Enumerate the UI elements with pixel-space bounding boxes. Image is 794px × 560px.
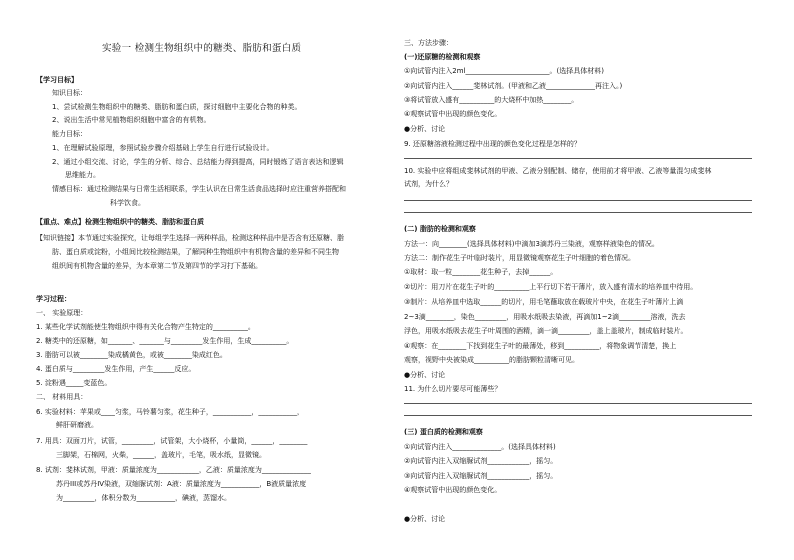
sugar-step-4: ④观察试管中出现的颜色变化。 — [404, 110, 502, 118]
question-9: 9. 还原糖溶液检测过程中出现的颜色变化过程是怎样的？ — [404, 140, 581, 148]
ability-goal-2: 2、通过小组交流、讨论，学生的分析、综合、总结能力得到提高，同时锻炼了语言表达和逻辑 — [52, 158, 344, 166]
discussion-label-3: ●分析、讨论 — [404, 515, 446, 523]
subsection-fat: (二) 脂肪的检测和观察 — [404, 225, 476, 233]
page-title: 实验一 检测生物组织中的糖类、脂肪和蛋白质 — [102, 43, 302, 54]
knowledge-goal-1: 1、尝试检测生物组织中的糖类、脂肪和蛋白质，探讨细胞中主要化合物的种类。 — [52, 103, 302, 111]
emotion-goal-cont: 科学饮食。 — [110, 199, 145, 207]
process-heading: 学习过程： — [36, 295, 71, 303]
materials-8: 8. 试剂：斐林试剂，甲液：质量浓度为____________，乙液：质量浓度为______________ — [36, 466, 311, 474]
fat-method-1: 方法一：向________(选择具体材料)中滴加3滴苏丹三染液，观察样液染色的情况。 — [404, 240, 659, 248]
right-column — [400, 0, 794, 560]
section-methods: 三、方法步骤： — [404, 39, 453, 47]
subsection-protein: (三) 蛋白质的检测和观察 — [404, 428, 483, 436]
ability-goals-label: 能力目标： — [52, 130, 87, 138]
knowledge-link-3: 组织间有机物含量的差异，为本章第二节及第四节的学习打下基础。 — [52, 262, 262, 270]
fat-step-4: ④观察：在________下找到花生子叶的最薄处，移到__________，将物象调节清楚，换上 — [404, 342, 677, 350]
discussion-label-2: ●分析、讨论 — [404, 371, 446, 379]
fat-method-2: 方法二：制作花生子叶临时装片，用显微镜观察花生子叶细胞的着色情况。 — [404, 254, 635, 262]
fat-step-3-cont-2: 浮色，用吸水纸吸去花生子叶周围的酒精，滴一滴_________，盖上盖玻片，制成临时装片。 — [404, 327, 688, 335]
sugar-step-3: ③将试管放入盛有__________的大烧杯中加热________。 — [404, 96, 579, 104]
ability-goal-2-cont: 思维能力。 — [65, 171, 100, 179]
protein-step-3: ③向试管内注入双缩脲试剂____________，摇匀。 — [404, 472, 558, 480]
materials-6-cont: 鲜肝研磨液。 — [56, 421, 98, 429]
knowledge-link-1: 【知识链接】本节通过实验探究，让每组学生选择一两种样品，检测这种样品中是否含有还原糖、脂 — [36, 234, 344, 242]
protein-step-2: ②向试管内注入双缩脲试剂____________，摇匀。 — [404, 457, 558, 465]
fat-step-1: ①取材：取一粒________花生种子，去掉______。 — [404, 268, 558, 276]
fat-step-4-cont: 观察，视野中央被染成__________的脂肪颗粒清晰可见。 — [404, 356, 579, 364]
fat-step-3: ③制片：从培养皿中选取______的切片，用毛笔蘸取放在载玻片中央，在花生子叶薄片上滴 — [404, 298, 684, 306]
materials-7: 7. 用具：双面刀片，试管，_________，试管架，大小烧杯，小量筒，______，________ — [36, 437, 308, 445]
sugar-step-1: ①向试管内注入2ml________________________。(选择具体材料) — [404, 67, 604, 75]
key-points: 【重点、难点】检测生物组织中的糖类、脂肪和蛋白质 — [36, 218, 204, 226]
protein-step-1: ①向试管内注入______________。(选择具体材料) — [404, 443, 556, 451]
question-10-cont: 试剂，为什么？ — [404, 180, 453, 188]
materials-8-cont-2: 为_________，体积分数为___________，碘液，蒸馏水。 — [56, 494, 231, 502]
principle-5: 5. 淀粉遇_____变蓝色。 — [36, 379, 112, 387]
protein-step-4: ④观察试管中出现的颜色变化。 — [404, 486, 502, 494]
goals-heading: 【学习目标】 — [36, 76, 78, 84]
principle-3: 3. 脂肪可以被________染成橘黄色，或被________染成红色。 — [36, 351, 227, 359]
materials-7-cont: 三脚架，石棉网，火柴，______，盖玻片，毛笔，吸水纸，显微镜。 — [56, 451, 266, 459]
knowledge-goal-2: 2、说出生活中常见植物组织细胞中富含的有机物。 — [52, 116, 211, 124]
section-materials: 二、 材料用具： — [36, 393, 88, 401]
question-10: 10. 实验中应将组成斐林试剂的甲液、乙液分别配制、储存，使用前才将甲液、乙液等量混匀成斐林 — [404, 167, 712, 175]
knowledge-goals-label: 知识目标： — [52, 89, 87, 97]
answer-line-9 — [404, 158, 752, 159]
discussion-label-1: ●分析、讨论 — [404, 125, 446, 133]
principle-2: 2. 糖类中的还原糖，如_______、_______与_________发生作用，生成__________。 — [36, 337, 294, 345]
ability-goal-1: 1、在理解试验原理，参照试验步骤介绍基础上学生自行进行试验设计。 — [52, 144, 274, 152]
knowledge-link-2: 肪、蛋白质或淀粉，小组间比较检测结果，了解同种生物组织中有机物含量的差异和不同生物 — [52, 248, 339, 256]
materials-6: 6. 实验材料：苹果或____匀浆，马铃薯匀浆，花生种子，___________，___________， — [36, 408, 304, 416]
answer-line-10b — [404, 212, 752, 213]
question-11: 11. 为什么切片要尽可能薄些？ — [404, 385, 502, 393]
answer-line-10a — [404, 200, 752, 201]
section-principle: 一、 实验原理： — [36, 309, 88, 317]
emotion-goal: 情感目标：通过检测结果与日常生活相联系，学生认识在日常生活食品选择时应注重营养搭配和 — [52, 185, 346, 193]
sugar-step-2: ②向试管内注入______斐林试剂。(甲液和乙液______________再注入。) — [404, 82, 623, 90]
answer-line-11a — [404, 403, 752, 404]
principle-1: 1. 某些化学试剂能使生物组织中得有关化合物产生特定的__________。 — [36, 323, 255, 331]
materials-8-cont: 苏丹III或苏丹IV染液，双缩脲试剂：A液：质量浓度为___________，B液质量浓度 — [56, 480, 307, 488]
principle-4: 4. 蛋白质与_________发生作用，产生______反应。 — [36, 365, 196, 373]
fat-step-2: ②切片：用刀片在花生子叶的__________上平行切下若干薄片，放入盛有清水的培养皿中待用。 — [404, 283, 698, 291]
fat-step-3-cont: 2~3滴________，染色_________，用吸水纸吸去染液，再滴加1~2滴_________溶液，洗去 — [404, 313, 686, 321]
answer-line-11b — [404, 415, 752, 416]
subsection-reducing-sugar: (一)还原糖的检测和观察 — [404, 53, 481, 61]
